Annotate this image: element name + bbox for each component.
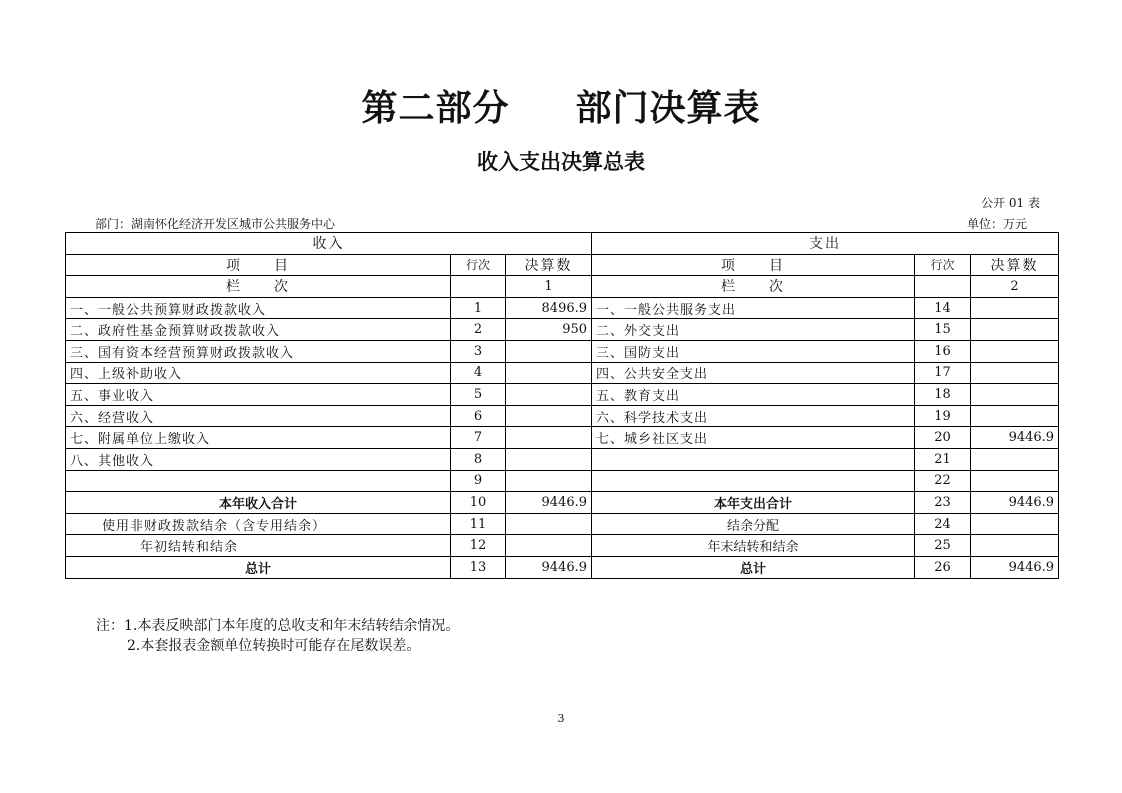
income-item: 四、上级补助收入	[66, 362, 451, 384]
title-name: 部门决算表	[575, 88, 761, 129]
expense-line-no: 24	[915, 513, 971, 535]
table-row	[66, 470, 1059, 492]
income-amount	[506, 513, 592, 535]
income-item	[66, 470, 451, 492]
expense-amount: 9446.9	[971, 427, 1059, 449]
unit-label: 单位：万元	[966, 217, 1027, 231]
income-column-number: 1	[506, 276, 592, 298]
expense-amount	[971, 362, 1059, 384]
expense-amount	[971, 448, 1059, 470]
income-item: 六、经营收入	[66, 405, 451, 427]
income-line-no: 7	[451, 427, 506, 449]
table-row	[66, 340, 1059, 362]
income-expense-table	[65, 232, 1059, 579]
income-line-no: 8	[451, 448, 506, 470]
income-item: 本年收入合计	[66, 492, 451, 514]
table-row	[66, 513, 1059, 535]
income-line-no: 11	[451, 513, 506, 535]
expense-amount	[971, 297, 1059, 319]
footnote-1: 注：1.本表反映部门本年度的总收支和年末结转结余情况。	[96, 618, 460, 634]
income-item: 八、其他收入	[66, 448, 451, 470]
table-row	[66, 556, 1059, 578]
page-title	[0, 80, 1122, 131]
expense-line-no: 15	[915, 319, 971, 341]
income-row-label: 栏 次	[66, 276, 451, 298]
expense-line-no: 16	[915, 340, 971, 362]
expense-line-blank	[915, 276, 971, 298]
income-line-no: 13	[451, 556, 506, 578]
expense-amount	[971, 319, 1059, 341]
expense-item-header: 项 目	[592, 254, 915, 276]
income-item: 使用非财政拨款结余（含专用结余）	[66, 513, 451, 535]
table-header-row	[66, 233, 1059, 255]
expense-amount-header: 决算数	[971, 254, 1059, 276]
column-header-row	[66, 254, 1059, 276]
table-row	[66, 405, 1059, 427]
income-item: 一、一般公共预算财政拨款收入	[66, 297, 451, 319]
expense-column-number: 2	[971, 276, 1059, 298]
income-line-no: 2	[451, 319, 506, 341]
expense-amount	[971, 340, 1059, 362]
income-amount	[506, 535, 592, 557]
income-amount	[506, 470, 592, 492]
title-part: 第二部分	[361, 88, 510, 129]
expense-amount: 9446.9	[971, 556, 1059, 578]
footnote-2: 2.本套报表金额单位转换时可能存在尾数误差。	[127, 638, 421, 654]
expense-line-no: 22	[915, 470, 971, 492]
expense-amount: 9446.9	[971, 492, 1059, 514]
income-line-no: 1	[451, 297, 506, 319]
income-line-no: 5	[451, 384, 506, 406]
expense-item: 总计	[592, 556, 915, 578]
expense-header: 支出	[592, 233, 1059, 255]
expense-item	[592, 470, 915, 492]
table-row	[66, 492, 1059, 514]
expense-amount	[971, 470, 1059, 492]
income-line-no: 10	[451, 492, 506, 514]
expense-line-header: 行次	[915, 254, 971, 276]
table-row	[66, 319, 1059, 341]
income-line-no: 12	[451, 535, 506, 557]
expense-item: 三、国防支出	[592, 340, 915, 362]
income-item: 总计	[66, 556, 451, 578]
income-amount	[506, 448, 592, 470]
income-amount	[506, 340, 592, 362]
expense-item	[592, 448, 915, 470]
expense-item: 四、公共安全支出	[592, 362, 915, 384]
expense-line-no: 18	[915, 384, 971, 406]
expense-amount	[971, 405, 1059, 427]
expense-amount	[971, 513, 1059, 535]
table-row	[66, 384, 1059, 406]
income-line-blank	[451, 276, 506, 298]
expense-amount	[971, 535, 1059, 557]
income-amount	[506, 405, 592, 427]
expense-line-no: 21	[915, 448, 971, 470]
income-line-no: 3	[451, 340, 506, 362]
expense-item: 本年支出合计	[592, 492, 915, 514]
income-item: 五、事业收入	[66, 384, 451, 406]
expense-line-no: 20	[915, 427, 971, 449]
expense-line-no: 19	[915, 405, 971, 427]
table-row	[66, 535, 1059, 557]
table-row	[66, 448, 1059, 470]
expense-row-label: 栏 次	[592, 276, 915, 298]
expense-item: 二、外交支出	[592, 319, 915, 341]
income-line-no: 4	[451, 362, 506, 384]
table-row	[66, 427, 1059, 449]
income-item: 年初结转和结余	[66, 535, 451, 557]
income-line-header: 行次	[451, 254, 506, 276]
expense-line-no: 26	[915, 556, 971, 578]
income-amount-header: 决算数	[506, 254, 592, 276]
expense-line-no: 25	[915, 535, 971, 557]
income-header: 收入	[66, 233, 592, 255]
income-item-header: 项 目	[66, 254, 451, 276]
footnotes	[96, 616, 459, 656]
expense-item: 五、教育支出	[592, 384, 915, 406]
income-item: 二、政府性基金预算财政拨款收入	[66, 319, 451, 341]
income-line-no: 9	[451, 470, 506, 492]
expense-line-no: 14	[915, 297, 971, 319]
income-line-no: 6	[451, 405, 506, 427]
expense-item: 七、城乡社区支出	[592, 427, 915, 449]
income-amount: 8496.9	[506, 297, 592, 319]
income-amount: 9446.9	[506, 492, 592, 514]
column-number-row	[66, 276, 1059, 298]
income-amount	[506, 384, 592, 406]
income-amount	[506, 362, 592, 384]
income-amount	[506, 427, 592, 449]
expense-line-no: 17	[915, 362, 971, 384]
income-item: 三、国有资本经营预算财政拨款收入	[66, 340, 451, 362]
expense-line-no: 23	[915, 492, 971, 514]
income-item: 七、附属单位上缴收入	[66, 427, 451, 449]
expense-item: 结余分配	[592, 513, 915, 535]
expense-item: 年末结转和结余	[592, 535, 915, 557]
table-title: 收入支出决算总表	[477, 150, 645, 174]
page-number: 3	[557, 712, 565, 725]
table-row	[66, 297, 1059, 319]
expense-item: 一、一般公共服务支出	[592, 297, 915, 319]
income-amount: 9446.9	[506, 556, 592, 578]
form-code: 公开 01 表	[981, 196, 1040, 210]
expense-amount	[971, 384, 1059, 406]
income-amount: 950	[506, 319, 592, 341]
table-row	[66, 362, 1059, 384]
department-label: 部门：湖南怀化经济开发区城市公共服务中心	[95, 217, 336, 231]
expense-item: 六、科学技术支出	[592, 405, 915, 427]
